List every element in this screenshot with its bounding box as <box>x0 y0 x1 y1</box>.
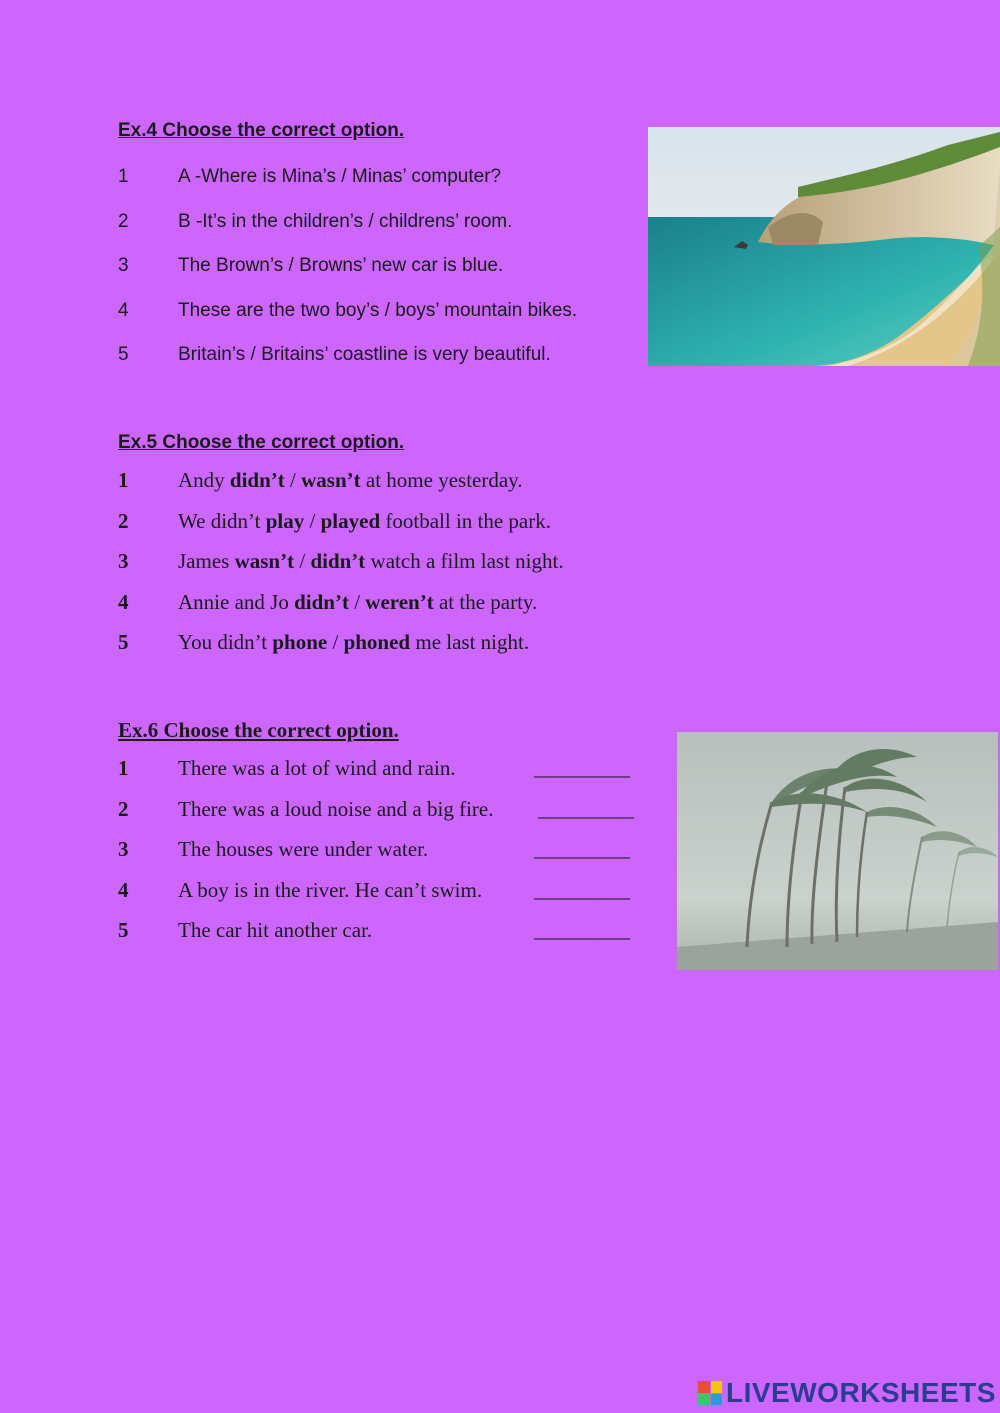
option-1[interactable]: didn’t <box>294 589 349 614</box>
option-2[interactable]: weren’t <box>365 589 434 614</box>
list-item <box>118 756 629 797</box>
item-text: We didn’t play / played football in the park. <box>178 508 551 533</box>
item-number: 4 <box>118 299 129 321</box>
item-number: 2 <box>118 210 129 232</box>
list-item <box>118 549 564 590</box>
item-number: 2 <box>118 508 129 533</box>
list-item <box>118 918 629 959</box>
option-1[interactable]: wasn’t <box>234 549 295 573</box>
item-number: 1 <box>118 468 129 492</box>
exercise-5-heading: Ex.5 Choose the correct option. <box>118 432 405 453</box>
item-text: The houses were under water. <box>178 837 429 861</box>
list-item <box>118 630 530 671</box>
item-text: Britain’s / Britains’ coastline is very beautiful. <box>178 344 551 365</box>
item-number: 5 <box>118 630 129 654</box>
list-item <box>118 589 538 631</box>
item-number: 5 <box>118 344 129 365</box>
list-item <box>118 877 629 919</box>
option-2[interactable]: wasn’t <box>301 468 361 492</box>
item-text: There was a lot of wind and rain. <box>178 756 456 780</box>
option-1[interactable]: didn’t <box>229 468 285 492</box>
item-number: 3 <box>118 549 129 573</box>
list-item <box>118 837 629 878</box>
item-text: A boy is in the river. He can’t swim. <box>178 877 483 902</box>
exercise-4-heading: Ex.4 Choose the correct option. <box>118 120 405 141</box>
item-text: A -Where is Mina’s / Minas’ computer? <box>178 166 502 187</box>
option-2[interactable]: phoned <box>343 630 411 654</box>
list-item <box>118 210 513 256</box>
exercise-4 <box>118 120 578 389</box>
option-2[interactable]: didn’t <box>310 549 366 573</box>
item-number: 5 <box>118 918 129 942</box>
item-text: You didn’t phone / phoned me last night. <box>178 630 530 654</box>
list-item <box>118 299 578 345</box>
exercise-5 <box>118 432 564 671</box>
list-item <box>118 796 633 838</box>
option-1[interactable]: play <box>265 508 305 533</box>
item-text: Andy didn’t / wasn’t at home yesterday. <box>178 468 523 492</box>
item-number: 3 <box>118 837 129 861</box>
answer-blank[interactable]: __________ <box>534 837 629 861</box>
coastline-photo <box>648 127 1000 366</box>
list-item <box>118 468 523 509</box>
item-text: Annie and Jo didn’t / weren’t at the party. <box>178 589 538 614</box>
logo-icon <box>698 1381 722 1405</box>
item-number: 2 <box>118 796 129 821</box>
item-number: 1 <box>118 756 129 780</box>
exercise-6 <box>118 718 633 959</box>
answer-blank[interactable]: __________ <box>534 918 629 942</box>
list-item <box>118 344 551 389</box>
item-text: The car hit another car. <box>178 918 373 942</box>
item-number: 1 <box>118 166 129 187</box>
answer-blank[interactable]: __________ <box>534 877 629 902</box>
item-text: James wasn’t / didn’t watch a film last night. <box>178 549 564 573</box>
option-2[interactable]: played <box>320 508 381 533</box>
item-text: These are the two boy’s / boys’ mountain bikes. <box>178 299 578 321</box>
item-text: There was a loud noise and a big fire. <box>178 796 494 821</box>
item-number: 3 <box>118 255 129 276</box>
item-text: B -It’s in the children’s / childrens’ room. <box>178 210 513 232</box>
logo-text: LIVEWORKSHEETS <box>726 1377 996 1408</box>
answer-blank[interactable]: __________ <box>534 756 629 780</box>
item-text: The Brown’s / Browns’ new car is blue. <box>178 255 504 276</box>
item-number: 4 <box>118 589 129 614</box>
storm-photo <box>677 732 998 970</box>
list-item <box>118 255 504 300</box>
list-item <box>118 508 551 550</box>
liveworksheets-logo[interactable] <box>698 1378 996 1408</box>
item-number: 4 <box>118 877 129 902</box>
list-item <box>118 166 502 211</box>
answer-blank[interactable]: __________ <box>538 796 633 821</box>
exercise-6-heading: Ex.6 Choose the correct option. <box>118 718 399 742</box>
option-1[interactable]: phone <box>272 630 328 654</box>
